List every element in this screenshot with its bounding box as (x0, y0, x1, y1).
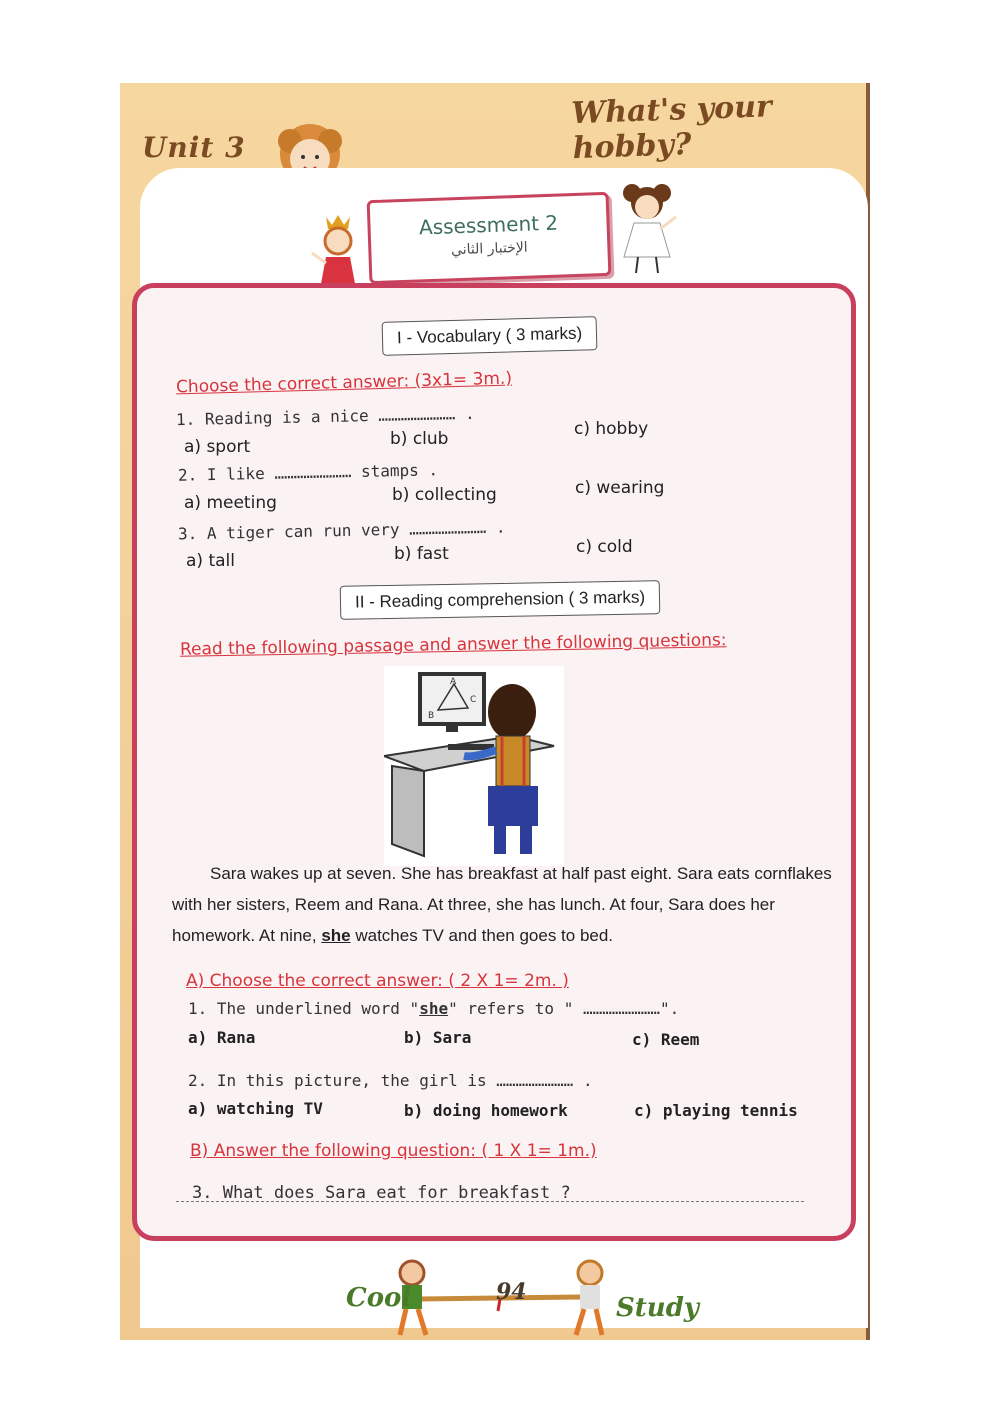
illus-label-c: C (470, 695, 477, 705)
vocab-q3-option-a: a) tall (186, 551, 235, 571)
vocab-question-1: 1. Reading is a nice …………………… . (175, 403, 475, 430)
footer-brand-left: Cool (346, 1283, 412, 1313)
passage-underlined-word: she (321, 926, 351, 945)
assessment-box (367, 192, 612, 284)
vocab-q2-option-a: a) meeting (184, 493, 277, 513)
reading-passage (172, 858, 840, 951)
reading-q2-option-c: c) playing tennis (634, 1101, 798, 1120)
boy-at-computer-illustration (384, 666, 564, 866)
reading-section-tag: II - Reading comprehension ( 3 marks) (340, 580, 661, 620)
vocab-q1-option-b: b) club (390, 429, 449, 449)
passage-text-end: watches TV and then goes to bed. (350, 926, 614, 945)
illus-label-b: B (428, 711, 435, 721)
illus-label-a: A (450, 677, 457, 687)
vocab-q3-option-b: b) fast (394, 544, 449, 564)
vocabulary-section-tag: I - Vocabulary ( 3 marks) (382, 316, 598, 356)
reading-q2-option-b: b) doing homework (404, 1101, 568, 1120)
page-number: 94 (496, 1279, 527, 1305)
footer-brand-right: Study (616, 1293, 699, 1323)
passage-text-start: Sara wakes up at seven. She has breakfast at half past eight. Sara eats cornflakes with her sisters, Reem and Rana. At three, she has lunch. At four, Sara does her homework. At nine, (172, 864, 832, 945)
vocab-q1-option-a: a) sport (184, 437, 251, 457)
reading-instruction: Read the following passage and answer the following questions: (179, 630, 727, 660)
reading-question-1 (188, 999, 679, 1018)
girl-illustration-right (612, 177, 682, 277)
assessment-title: Assessment 2 (418, 210, 559, 240)
q1-text-start: 1. The underlined word " (188, 999, 420, 1018)
part-b-instruction: B) Answer the following question: ( 1 X 1= 1m.) (190, 1141, 597, 1161)
vocab-q1-option-c: c) hobby (574, 419, 649, 439)
q1-underlined-word: she (419, 999, 449, 1018)
vocab-q2-option-b: b) collecting (392, 485, 497, 505)
reading-question-3: 3. What does Sara eat for breakfast ? (192, 1183, 571, 1203)
vocab-question-3: 3. A tiger can run very …………………… . (177, 517, 506, 544)
assessment-subtitle: الإختبار الثاني (450, 239, 528, 259)
unit-label: Unit 3 (142, 131, 246, 164)
reading-question-2: 2. In this picture, the girl is …………………… . (188, 1071, 593, 1090)
vocab-q2-option-c: c) wearing (575, 478, 665, 498)
vocab-question-2: 2. I like …………………… stamps . (177, 460, 439, 485)
answer-line (176, 1201, 804, 1202)
reading-q2-option-a: a) watching TV (188, 1099, 323, 1118)
page-title: What's your hobby? (570, 89, 773, 167)
q1-text-end: " refers to " ……………………". (448, 999, 680, 1018)
reading-q1-option-a: a) Rana (188, 1028, 256, 1047)
reading-q1-option-b: b) Sara (404, 1028, 472, 1047)
reading-q1-option-c: c) Reem (632, 1030, 700, 1049)
vocabulary-instruction: Choose the correct answer: (3x1= 3m.) (175, 368, 513, 398)
textbook-page (120, 83, 870, 1340)
vocab-q3-option-c: c) cold (576, 537, 633, 557)
part-a-instruction: A) Choose the correct answer: ( 2 X 1= 2m. ) (186, 971, 569, 991)
